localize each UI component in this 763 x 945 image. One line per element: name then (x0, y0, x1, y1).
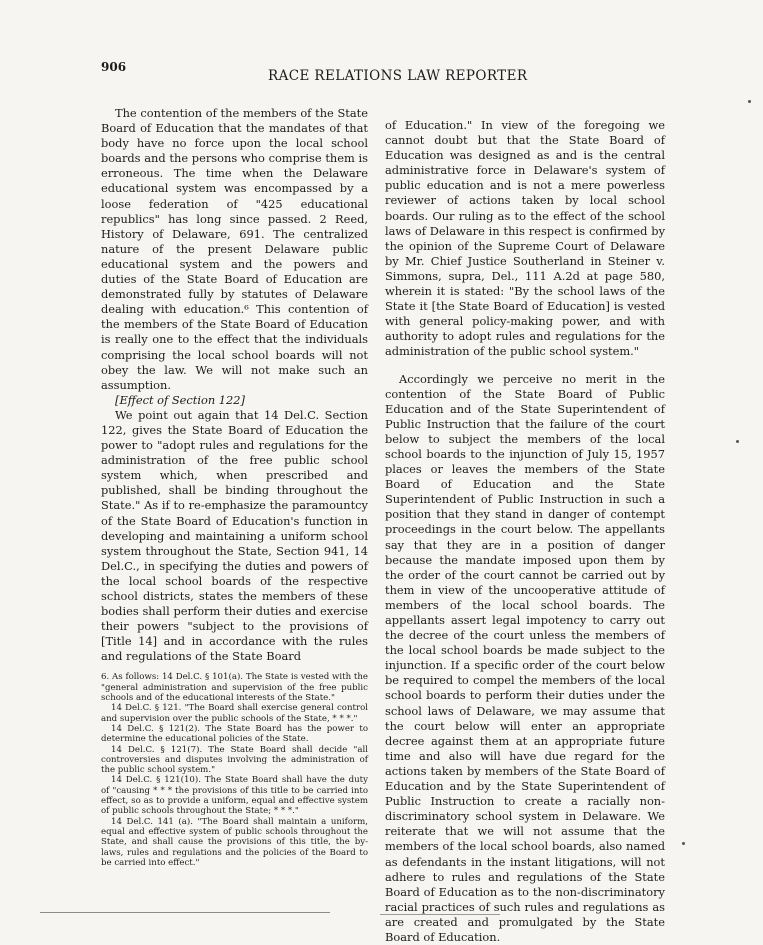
left-column (101, 106, 368, 868)
scan-speck (736, 440, 739, 443)
footnote-item: 14 Del.C. 141 (a). "The Board shall maintain a uniform, equal and effective system of public schools throughout the State, and shall cause the provisions of this title, the by-laws, rules and regulations and the policies of the Board to be carried into effect." (101, 817, 368, 868)
left-paragraph-2: We point out again that 14 Del.C. Section 122, gives the State Board of Education the power to "adopt rules and regulations for the administration of the free public school system which, when prescribed and published, shall be binding throughout the State." As if to re-emphasize the paramountcy of the State Board of Education's function in developing and maintaining a uniform school system throughout the State, Section 941, 14 Del.C., in specifying the duties and powers of the local school boards of the respective school districts, states the members of these bodies shall perform their duties and exercise their powers "subject to the provisions of [Title 14] and in accordance with the rules and regulations of the State Board (101, 408, 368, 665)
bottom-rule-short (380, 914, 500, 915)
right-paragraph-2: Accordingly we perceive no merit in the contention of the State Board of Public Education and of the State Superintendent of Public Instruction that the failure of the court below to subject the members of the local school boards to the injunction of July 15, 1957 places or leaves the members of the State Board of Education and the State Superintendent of Public Instruction in such a position that they stand in danger of contempt proceedings in the court below. The appellants say that they are in a position of danger because the mandate imposed upon them by the order of the court cannot be carried out by them in view of the uncooperative attitude of members of the local school boards. The appellants assert legal impotency to carry out the decree of the court unless the members of the local school boards be made subject to the injunction. If a specific order of the court below be required to compel the members of the local school boards to perform their duties under the school laws of Delaware, we may assume that the court below will enter an appropriate decree against them at an appropriate future time and also will have due regard for the actions taken by members of the State Board of Education and by the State Superintendent of Public Instruction to create a racially non-discriminatory school system in Delaware. We reiterate that we will not assume that the members of the local school boards, also named as defendants in the instant litigations, will not adhere to rules and regulations of the State Board of Education as to the non-discriminatory racial practices of such rules and regulations as are created and promulgated by the State Board of Education. (385, 372, 665, 945)
running-title: RACE RELATIONS LAW REPORTER (268, 68, 527, 84)
scan-speck (682, 842, 685, 845)
footnotes (101, 672, 368, 868)
footnote-item: 14 Del.C. § 121(2). The State Board has the power to determine the educational policies of the State. (101, 724, 368, 745)
page-number: 906 (101, 60, 126, 74)
footnote-item: 14 Del.C. § 121(7). The State Board shall decide "all controversies and disputes involving the administration of the public school system." (101, 745, 368, 776)
right-paragraph-1: of Education." In view of the foregoing we cannot doubt but that the State Board of Education was designed as and is the central administrative force in Delaware's system of public education and is not a mere powerless reviewer of actions taken by local school boards. Our ruling as to the effect of the school laws of Delaware in this respect is confirmed by the opinion of the Supreme Court of Delaware by Mr. Chief Justice Southerland in Steiner v. Simmons, supra, Del., 111 A.2d at page 580, wherein it is stated: "By the school laws of the State it [the State Board of Education] is vested with general policy-making power, and with authority to adopt rules and regulations for the administration of the public school system." (385, 118, 665, 360)
left-paragraph-1: The contention of the members of the State Board of Education that the mandates of that body have no force upon the local school boards and the persons who comprise them is erroneous. The time when the Delaware educational system was encompassed by a loose federation of "425 educational republics" has long since passed. 2 Reed, History of Delaware, 691. The centralized nature of the present Delaware public educational system and the powers and duties of the State Board of Education are demonstrated fully by statutes of Delaware dealing with education.⁶ This contention of the members of the State Board of Education is really one to the effect that the individuals comprising the local school boards will not obey the law. We will not make such an assumption. (101, 106, 368, 393)
bottom-rule (40, 912, 330, 913)
section-heading: [Effect of Section 122] (101, 393, 368, 408)
right-column (385, 118, 665, 945)
scan-speck (748, 100, 751, 103)
footnote-item: 14 Del.C. § 121(10). The State Board shall have the duty of "causing * * * the provisions of this title to be carried into effect, so as to provide a uniform, equal and effective system of public schools throughout the State; * * *." (101, 775, 368, 816)
footnote-item: 6. As follows: 14 Del.C. § 101(a). The State is vested with the "general administration and supervision of the free public schools and of the educational interests of the State." (101, 672, 368, 703)
footnote-item: 14 Del.C. § 121. "The Board shall exercise general control and supervision over the public schools of the State, * * *." (101, 703, 368, 724)
